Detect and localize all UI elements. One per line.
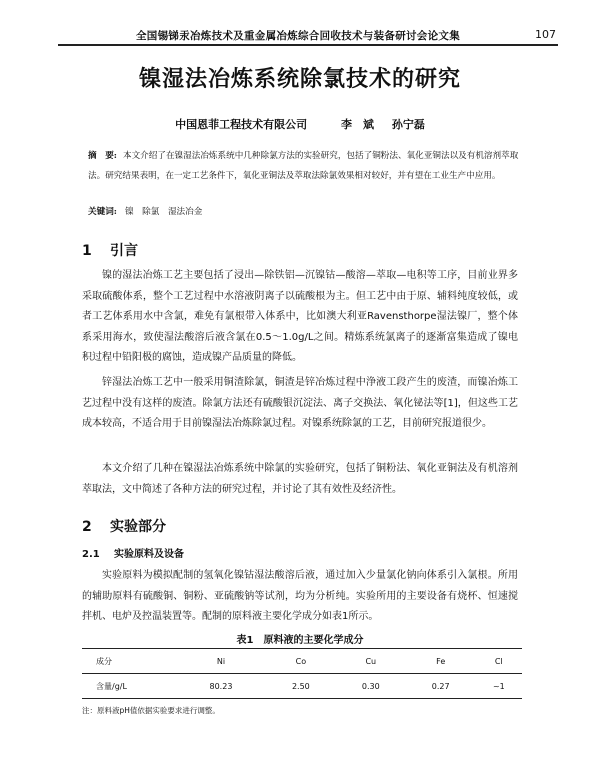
table-cell: 0.30 (361, 681, 380, 691)
running-header (58, 28, 558, 46)
section-title: 引言 (110, 243, 138, 259)
keywords-text: 镍 除氯 湿法冶金 (124, 207, 203, 217)
abstract (88, 146, 520, 186)
paragraph-1: 镍的湿法冶炼工艺主要包括了浸出—除铁铝—沉镍钴—酸溶—萃取—电积等工序，目前业界多采取硫酸体系，整个工艺过程中水溶液阴离子以硫酸根为主。但工艺中由于原、辅料纯度较低，或者工艺体系用水中含氯，难免有氯根带入体系中，比如澳大利亚Ravensthorpe湿法镍厂，整个体系采用海水，致使湿法酸溶后液含氯在0.5～1.0g/L之间。精炼系统氯离子的逐渐富集造成了镍电积过程中铅阳极的腐蚀，造成镍产品质量的降低。 (82, 270, 518, 364)
table-cell: 2.50 (291, 681, 310, 691)
table-cell: ~1 (492, 681, 505, 691)
table-cell: 0.27 (431, 681, 450, 691)
paragraph-3: 本文介绍了几种在镍湿法冶炼系统中除氯的实验研究，包括了铜粉法、氧化亚铜法及有机溶剂萃取法，文中简述了各种方法的研究过程，并讨论了其有效性及经济性。 (82, 463, 518, 495)
section-number: 2 (82, 519, 92, 535)
table-header-cell: Fe (436, 656, 446, 666)
table-header-cell: Cu (365, 656, 377, 666)
subsection-heading-2-1 (82, 545, 184, 560)
table-header-row (82, 649, 522, 674)
affiliation: 中国恩菲工程技术有限公司 (175, 118, 308, 131)
subsection-title: 实验原料及设备 (114, 549, 184, 560)
table-cell: 含量/g/L (96, 681, 127, 691)
table-row (82, 674, 522, 699)
paper-title: 镍湿法冶炼系统除氯技术的研究 (138, 67, 461, 92)
table-caption: 表1 原料液的主要化学成分 (236, 635, 364, 646)
paragraph-2: 锌湿法冶炼工艺中一般采用铜渣除氯，铜渣是锌冶炼过程中浄液工段产生的废渣，而镍冶炼工艺过程中没有这样的废渣。除氯方法还有硫酸银沉淀法、离子交换法、氧化铋法等[1]，但这些工艺成本较高，不适合用于目前镍湿法冶炼除氯过程。对镍系统除氯的工艺，目前研究报道很少。 (82, 377, 518, 430)
table-header-cell: Ni (216, 656, 226, 666)
page-number: 107 (535, 28, 556, 41)
abstract-label: 摘 要: (88, 151, 117, 161)
table-note: 注：原料液pH值依据实验要求进行调整。 (82, 706, 220, 715)
keywords-label: 关键词: (88, 207, 117, 217)
section-heading-1 (82, 240, 138, 260)
byline (0, 116, 600, 132)
composition-table (82, 648, 522, 699)
paragraph-4: 实验原料为模拟配制的氢氧化镍钴湿法酸溶后液，通过加入少量氯化钠向体系引入氯根。所用的辅助原料有硫酸铜、铜粉、亚硫酸钠等试剂，均为分析纯。实验所用的主要设备有烧杯、恒速搅拌机、电炉及控温装置等。配制的原料液主要化学成分如表1所示。 (82, 570, 518, 623)
table-header-cell: Cl (494, 656, 503, 666)
table-header-cell: 成分 (96, 656, 112, 666)
subsection-number: 2.1 (82, 549, 100, 560)
author-2: 孙宁磊 (391, 118, 425, 131)
author-1: 李 斌 (341, 118, 374, 131)
keywords (88, 205, 520, 217)
section-number: 1 (82, 243, 92, 259)
table-cell: 80.23 (209, 681, 233, 691)
section-heading-2 (82, 516, 166, 536)
abstract-text: 本文介绍了在镍湿法冶炼系统中几种除氯方法的实验研究，包括了铜粉法、氧化亚铜法以及有机溶剂萃取法。研究结果表明，在一定工艺条件下，氧化亚铜法及萃取法除氯效果相对较好，并有望在工业生产中应用。 (88, 151, 519, 181)
table-header-cell: Co (295, 656, 307, 666)
running-title: 全国锡锑汞冶炼技术及重金属冶炼综合回收技术与装备研讨会论文集 (136, 30, 460, 42)
section-title: 实验部分 (110, 519, 166, 535)
